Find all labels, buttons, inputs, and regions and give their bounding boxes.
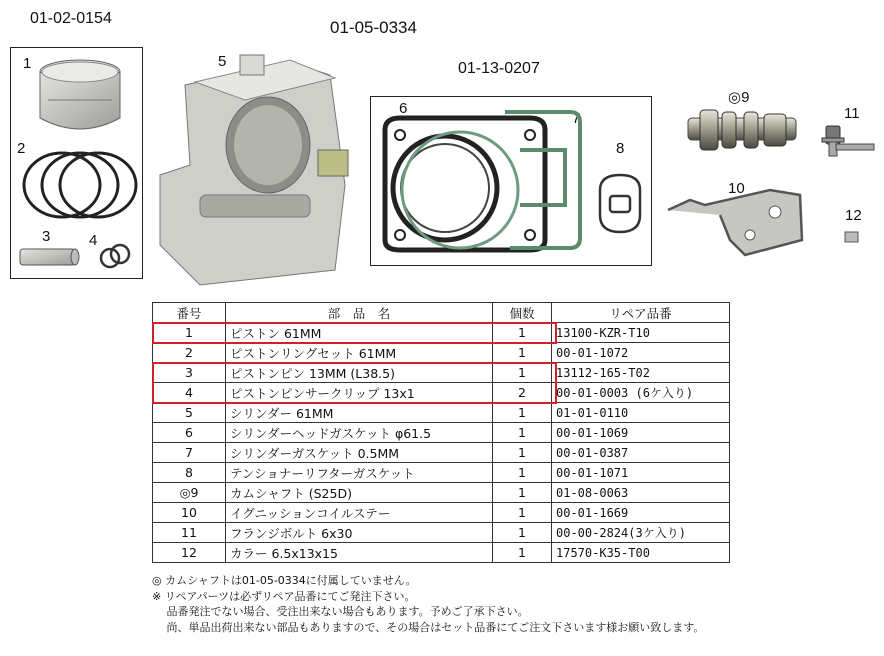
header-number: 番号 [153, 303, 226, 323]
table-row: 2 ピストンリングセット 61MM 1 00-01-1072 [153, 343, 730, 363]
table-row: 10 イグニッションコイルステー 1 00-01-1669 [153, 503, 730, 523]
table-row: 3 ピストンピン 13MM (L38.5) 1 13112-165-T02 [153, 363, 730, 383]
table-row: 4 ピストンピンサークリップ 13x1 2 00-01-0003 (6ケ入り) [153, 383, 730, 403]
callout-2: 2 [17, 140, 26, 157]
coil-stay-image [668, 190, 802, 255]
flange-bolt-image [822, 126, 874, 156]
cylinder-kit-code: 01-05-0334 [330, 18, 417, 37]
header-repair-code: リペア品番 [552, 303, 730, 323]
piston-image [40, 60, 120, 129]
table-row: 1 ピストン 61MM 1 13100-KZR-T10 [153, 323, 730, 343]
callout-6: 6 [399, 100, 408, 117]
head-gasket-image [385, 118, 545, 250]
callout-5: 5 [218, 53, 227, 70]
callout-7: 7 [572, 110, 581, 127]
note-1: ◎ カムシャフトは01-05-0334に付属していません。 [152, 574, 417, 587]
highlight-row-1 [152, 322, 557, 344]
note-3: 品番発注でない場合、受注出来ない場合もあります。予めご了承下さい。 [152, 605, 529, 618]
note-4: 尚、単品出荷出来ない部品もありますので、その場合はセット品番にてご注文下さいます様お願い致します。 [152, 620, 705, 634]
callout-3: 3 [42, 228, 51, 245]
tensioner-gasket-image [600, 175, 640, 232]
table-row: 5 シリンダー 61MM 1 01-01-0110 [153, 403, 730, 423]
header-quantity: 個数 [493, 303, 552, 323]
piston-pin-image [20, 249, 79, 265]
callout-9: ◎9 [728, 89, 750, 106]
gasket-kit-code: 01-13-0207 [458, 60, 540, 77]
cylinder-image [160, 55, 348, 285]
notes [152, 573, 704, 635]
callout-11: 11 [844, 105, 860, 122]
highlight-rows-3-4 [152, 362, 557, 404]
circlips-image [101, 245, 129, 267]
header-part-name: 部 品 名 [226, 303, 493, 323]
table-row: 7 シリンダーガスケット 0.5MM 1 00-01-0387 [153, 443, 730, 463]
table-row: 6 シリンダーヘッドガスケット φ61.5 1 00-01-1069 [153, 423, 730, 443]
callout-12: 12 [845, 207, 862, 224]
cylinder-gasket-image [402, 112, 580, 248]
table-row: 11 フランジボルト 6x30 1 00-00-2824(3ケ入り) [153, 523, 730, 543]
table-row: 12 カラー 6.5x13x15 1 17570-K35-T00 [153, 543, 730, 563]
callout-8: 8 [616, 140, 625, 157]
callout-1: 1 [23, 55, 32, 72]
collar-image [845, 232, 858, 242]
parts-illustration [0, 0, 884, 300]
callout-4: 4 [89, 232, 98, 249]
table-row: 8 テンショナーリフターガスケット 1 00-01-1071 [153, 463, 730, 483]
piston-kit-code: 01-02-0154 [30, 10, 112, 27]
note-2: ※ リペアパーツは必ずリペア品番にてご発注下さい。 [152, 589, 416, 603]
piston-rings-image [24, 153, 136, 217]
table-row: ◎9 カムシャフト (S25D) 1 01-08-0063 [153, 483, 730, 503]
callout-10: 10 [728, 180, 745, 197]
camshaft-image [688, 110, 796, 150]
